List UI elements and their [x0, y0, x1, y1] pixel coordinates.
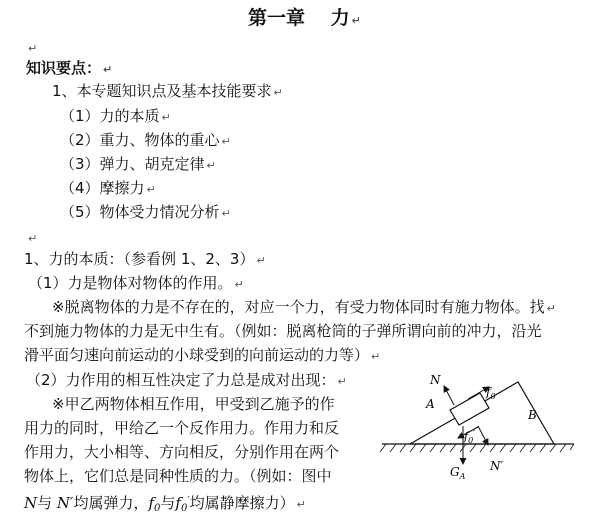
paragraph-mark: ↵	[161, 111, 171, 124]
label-B: B	[528, 408, 537, 422]
requirement-item-text: （3）弹力、胡克定律	[60, 155, 205, 173]
normal-force-N-prime-arrow	[478, 426, 488, 445]
point-1	[28, 274, 244, 294]
blank-paragraph	[26, 38, 37, 58]
paragraph-mark: ↵	[351, 14, 361, 27]
note-2-line	[24, 467, 332, 485]
paragraph-mark: ↵	[546, 302, 556, 315]
label-f0-prime: $f_0'$	[464, 429, 475, 445]
note-2-last-line	[24, 492, 306, 518]
symbol-N-prime: N′	[56, 494, 74, 512]
label-N-prime: N′	[490, 459, 504, 473]
note-1-line	[24, 322, 542, 340]
requirement-item	[60, 131, 231, 151]
note-2-line-text: 作用力，大小相等、方向相反，分别作用在两个	[24, 443, 340, 461]
requirement-item-text: （4）摩擦力	[60, 179, 145, 197]
page-title-text: 第一章 力	[248, 7, 350, 29]
paragraph-mark: ↵	[234, 278, 244, 291]
requirement-item-text: （2）重力、物体的重心	[60, 131, 220, 149]
note-2-line	[52, 395, 335, 413]
note-2-line-text: 物体上，它们总是同种性质的力。（例如：图中	[24, 467, 332, 485]
note-2-line-text: 用力的同时，甲给乙一个反作用力。作用力和反	[24, 419, 340, 437]
incline-force-diagram	[378, 372, 578, 482]
symbol-f0-subscript: 0	[154, 503, 161, 514]
symbol-f0-prime-subscript: 0	[180, 503, 188, 514]
ground-hatching	[380, 444, 574, 452]
elastic-force-text: 均属弹力，	[73, 494, 149, 512]
label-A: A	[426, 397, 435, 411]
paragraph-mark: ↵	[337, 375, 347, 388]
normal-force-N-arrow	[444, 386, 454, 405]
label-N: N	[430, 373, 441, 387]
note-2-line	[24, 419, 339, 437]
section-1-heading-text: 1、力的本质：（参看例 1、2、3）	[24, 250, 255, 268]
note-1-line-text: ※脱离物体的力是不存在的，对应一个力，有受力物体同时有施力物体。找	[52, 298, 545, 316]
paragraph-mark: ↵	[146, 183, 156, 196]
paragraph-mark: ↵	[273, 86, 283, 99]
note-2-line	[24, 443, 339, 461]
label-f0: $f_0$	[486, 385, 496, 401]
point-2-text: （2）力作用的相互性决定了力总是成对出现：	[26, 371, 336, 389]
paragraph-mark: ↵	[28, 42, 38, 55]
requirement-item-text: （1）力的本质	[60, 107, 160, 125]
key-points-heading	[26, 59, 112, 79]
paragraph-mark: ↵	[256, 254, 266, 267]
paragraph-mark: ↵	[28, 232, 38, 245]
key-points-heading-text: 知识要点：	[26, 59, 102, 77]
requirement-item-text: （5）物体受力情况分析	[60, 203, 220, 221]
note-1-line	[52, 298, 556, 318]
connector-text: 与	[37, 494, 57, 512]
requirement-item	[60, 155, 216, 175]
note-1-line	[24, 346, 380, 366]
point-2	[26, 371, 347, 391]
requirement-item	[60, 203, 231, 223]
requirements-intro-text: 1、本专题知识点及基本技能要求	[52, 82, 272, 100]
symbol-f0-prime: f	[175, 494, 181, 512]
paragraph-mark: ↵	[296, 498, 306, 511]
blank-paragraph	[26, 228, 37, 248]
connector-text: 与	[160, 494, 176, 512]
symbol-f0: f	[148, 494, 155, 512]
note-1-line-text: 滑平面匀速向前运动的小球受到的向前运动的力等）	[24, 346, 370, 364]
symbol-f0-prime-superscript: ′	[187, 495, 190, 506]
label-GA: $G_A$	[450, 465, 466, 481]
paragraph-mark: ↵	[371, 350, 381, 363]
requirement-item	[60, 179, 156, 199]
requirement-item	[60, 107, 171, 127]
static-friction-text: 均属静摩擦力）	[189, 494, 295, 512]
paragraph-mark: ↵	[221, 135, 231, 148]
page-title	[248, 7, 361, 32]
paragraph-mark: ↵	[221, 207, 231, 220]
section-1-heading	[24, 250, 266, 270]
note-1-line-text: 不到施力物体的力是无中生有。（例如：脱离枪筒的子弹所谓向前的冲力，沿光	[24, 322, 542, 340]
paragraph-mark: ↵	[206, 159, 216, 172]
symbol-N: N	[24, 494, 38, 512]
note-2-line-text: ※甲乙两物体相互作用，甲受到乙施予的作	[52, 395, 335, 413]
point-1-text: （1）力是物体对物体的作用。	[28, 274, 233, 292]
requirements-intro	[52, 82, 283, 102]
paragraph-mark: ↵	[103, 63, 113, 76]
